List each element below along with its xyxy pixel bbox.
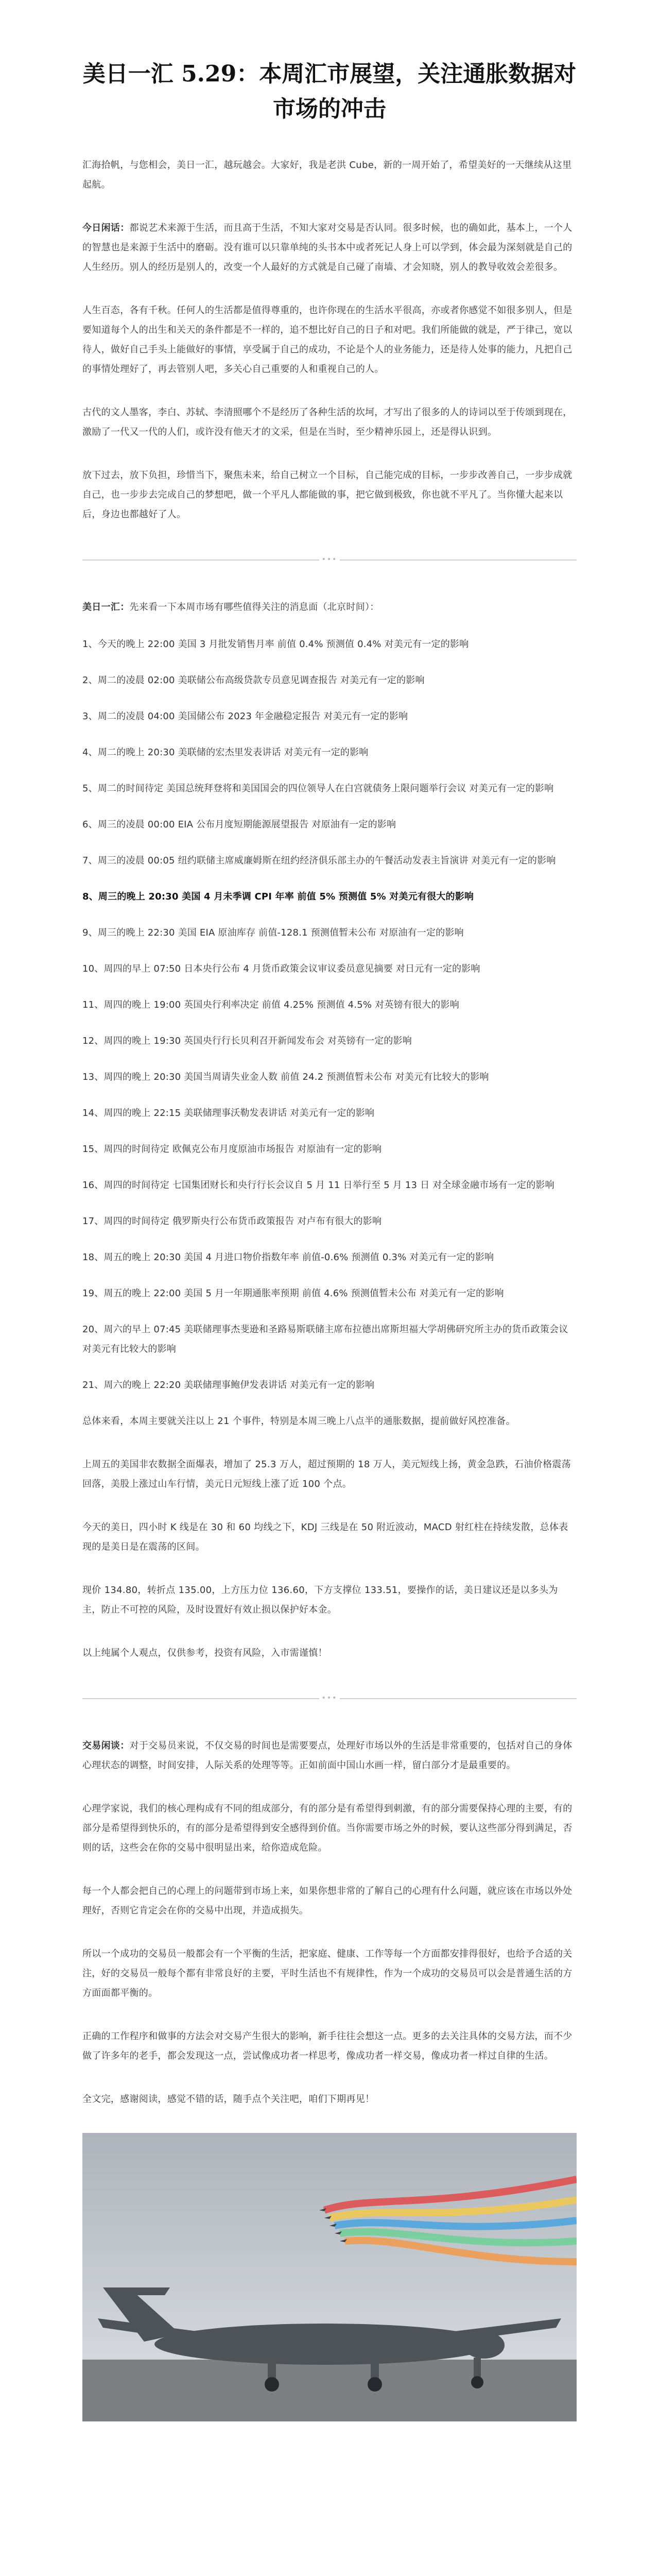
event-item: 11、周四的晚上 19:00 英国央行利率决定 前值 4.25% 预测值 4.5% 对英镑有很大的影响 bbox=[82, 999, 459, 1010]
event-item: 6、周三的凌晨 00:00 EIA 公布月度短期能源展望报告 对原油有一定的影响 bbox=[82, 819, 396, 830]
section-separator bbox=[82, 548, 577, 573]
event-list bbox=[82, 635, 577, 1395]
experience-label: 交易闲谈： bbox=[82, 1740, 130, 1751]
event-item: 21、周六的晚上 22:20 美联储理事鲍伊发表讲话 对美元有一定的影响 bbox=[82, 1380, 375, 1391]
article-body bbox=[82, 57, 577, 2421]
dots-separator-icon: ••• bbox=[319, 1694, 340, 1702]
event-item: 1、今天的晚上 22:00 美国 3 月批发销售月率 前值 0.4% 预测值 0.4% 对美元有一定的影响 bbox=[82, 639, 469, 650]
analysis-paragraph: 上周五的美国非农数据全面爆表，增加了 25.3 万人，超过预期的 18 万人，美元短线上扬，黄金急跌，石油价格震荡回落，美股上涨过山车行情，美元日元短线上涨了近 100 个点。 bbox=[82, 1459, 571, 1489]
calendar-label: 美日一汇： bbox=[82, 602, 130, 613]
calendar-heading bbox=[82, 598, 577, 617]
closing-paragraph: 心理学家说，我们的核心理构成有不同的组成部分，有的部分是有希望得到刺激，有的部分需要保持心理的主要，有的部分是希望得到快乐的，有的部分是希望得到安全感得到价值。当你需要市场之外的时候，要认这些部分得到满足，否则的话，这些会在你的交易中很明显出来，给你造成危险。 bbox=[82, 1803, 573, 1853]
event-item: 5、周二的时间待定 美国总统拜登将和美国国会的四位领导人在白宫就债务上限问题举行会议 对美元有一定的影响 bbox=[82, 783, 554, 794]
event-item: 17、周四的时间待定 俄罗斯央行公布货币政策报告 对卢布有很大的影响 bbox=[82, 1216, 382, 1227]
body-paragraph: 古代的文人墨客，李白、苏轼、李清照哪个不是经历了各种生活的坎坷，才写出了很多的人的诗词以至于传颂到现在，激励了一代又一代的人们，或许没有他天才的文采，但是在当时，至少精神乐园上，还是得认识到。 bbox=[82, 407, 573, 437]
event-item-highlight: 8、周三的晚上 20:30 美国 4 月未季调 CPI 年率 前值 5% 预测值 5% 对美元有很大的影响 bbox=[82, 891, 474, 902]
body-paragraph: 人生百态，各有千秋。任何人的生活都是值得尊重的，也许你现在的生活水平很高，亦或者你感觉不如很多别人，但是要知道每个人的出生和关天的条件都是不一样的，追不想比好自己的日子和对吧。我们所能做的就是，严于律己，宽以待人，做好自己手头上能做好的事情，享受属于自己的成功，不论是个人的业务能力，还是待人处事的能力，凡把自己的事情处理好了，再去管别人吧，多关心自己重要的人和重视自己的人。 bbox=[82, 305, 573, 375]
event-item: 14、周四的晚上 22:15 美联储理事沃勒发表讲话 对美元有一定的影响 bbox=[82, 1108, 375, 1118]
analysis-paragraph: 现价 134.80，转折点 135.00，上方压力位 136.60，下方支撑位 133.51，要操作的话，美日建议还是以多头为主，防止不可控的风险，及时设置好有效止损以保护好本金。 bbox=[82, 1585, 558, 1615]
intro-paragraph: 汇海拾帆，与您相会，美日一汇，越玩越会。大家好，我是老洪 Cube，新的一周开始了，希望美好的一天继续从这里起航。 bbox=[82, 160, 572, 190]
analysis-paragraph: 今天的美日，四小时 K 线是在 30 和 60 均线之下，KDJ 三线是在 50 附近波动，MACD 射红柱在持续发散，总体表现的是美日是在震荡的区间。 bbox=[82, 1522, 568, 1552]
quote-text: 都说艺术来源于生活，而且高于生活，不知大家对交易是否认同。很多时候，也的确如此，基本上，一个人的智慧也是来源于生活中的磨砺。没有谁可以只靠单纯的头书本中或者死记人身上可以学到，体会最为深刻就是自己的人生经历。别人的经历是别人的，改变一个人最好的方式就是自己碰了南墙、才会知晓，别人的教导收效会差很多。 bbox=[82, 223, 573, 273]
event-item: 12、周四的晚上 19:30 英国央行行长贝利召开新闻发布会 对英镑有一定的影响 bbox=[82, 1036, 412, 1046]
runway bbox=[82, 2360, 577, 2421]
disclaimer-paragraph: 以上纯属个人观点，仅供参考，投资有风险，入市需谨慎！ bbox=[82, 1648, 327, 1658]
quote-label: 今日闲话： bbox=[82, 223, 130, 233]
closing-paragraph: 全文完，感谢阅读，感觉不错的话，随手点个关注吧，咱们下期再见！ bbox=[82, 2094, 375, 2105]
experience-paragraph bbox=[82, 1736, 577, 1775]
experience-text: 对于交易员来说，不仅交易的时间也是需要要点，处理好市场以外的生活是非常重要的，包括对自己的身体心理状态的调整，时间安排，人际关系的处理等等。正如前面中国山水画一样，留白部分才是最重要的。 bbox=[82, 1740, 573, 1771]
article-title: 美日一汇 5.29：本周汇市展望，关注通胀数据对市场的冲击 bbox=[82, 61, 577, 122]
event-item: 3、周二的凌晨 04:00 美国储公布 2023 年金融稳定报告 对美元有一定的影响 bbox=[82, 711, 408, 722]
analysis-paragraph: 总体来看，本周主要就关注以上 21 个事件，特别是本周三晚上八点半的通胀数据，提前做好风控准备。 bbox=[82, 1416, 515, 1427]
airshow-illustration bbox=[82, 2133, 577, 2421]
event-item: 15、周四的时间待定 欧佩克公布月度原油市场报告 对原油有一定的影响 bbox=[82, 1144, 382, 1155]
airshow-photo bbox=[82, 2133, 577, 2421]
event-item: 13、周四的晚上 20:30 美国当周请失业金人数 前值 24.2 预测值暂未公布 对美元有比较大的影响 bbox=[82, 1072, 489, 1082]
event-item: 9、周三的晚上 22:30 美国 EIA 原油库存 前值-128.1 预测值暂未公布 对原油有一定的影响 bbox=[82, 927, 464, 938]
event-item: 7、周三的凌晨 00:05 纽约联储主席威廉姆斯在纽约经济俱乐部主办的午餐活动发表主旨演讲 对美元有一定的影响 bbox=[82, 855, 556, 866]
closing-paragraph: 正确的工作程序和做事的方法会对交易产生很大的影响，新手往往会想这一点。更多的去关注具体的交易方法，而不少做了许多年的老手，都会发现这一点，尝试像成功者一样思考，像成功者一样交易，像成功者一样过自律的生活。 bbox=[82, 2031, 573, 2061]
event-item: 4、周二的晚上 20:30 美联储的宏杰里发表讲话 对美元有一定的影响 bbox=[82, 747, 369, 758]
event-item: 10、周四的早上 07:50 日本央行公布 4 月货币政策会议审议委员意见摘要 对日元有一定的影响 bbox=[82, 963, 480, 974]
body-paragraph: 放下过去，放下负担，珍惜当下，聚焦未来，给自己树立一个目标，自己能完成的目标，一步步改善自己，一步步成就自己，也一步步去完成自己的梦想吧，做一个平凡人都能做的事，把它做到极致，你也就不平凡了。当你懂大起来以后，身边也都越好了人。 bbox=[82, 470, 573, 520]
closing-paragraph: 所以一个成功的交易员一般都会有一个平衡的生活，把家庭、健康、工作等每一个方面都安排得很好，也给予合适的关注，好的交易员一般每个都有非常良好的主要，平时生活也不有规律性，作为一个成功的交易员可以会是普通生活的方方面面都平衡的。 bbox=[82, 1948, 573, 1998]
section-separator bbox=[82, 1687, 577, 1711]
event-item: 2、周二的凌晨 02:00 美联储公布高级贷款专员意见调查报告 对美元有一定的影响 bbox=[82, 675, 425, 686]
dots-separator-icon: ••• bbox=[319, 555, 340, 564]
event-item: 18、周五的晚上 20:30 美国 4 月进口物价指数年率 前值-0.6% 预测值 0.3% 对美元有一定的影响 bbox=[82, 1252, 494, 1263]
quote-paragraph bbox=[82, 218, 577, 277]
closing-paragraph: 每一个人都会把自己的心理上的问题带到市场上来，如果你想非常的了解自己的心理有什么问题，就应该在市场以外处理好，否则它肯定会在你的交易中出现，并造成损失。 bbox=[82, 1886, 573, 1916]
event-item: 16、周四的时间待定 七国集团财长和央行行长会议自 5 月 11 日举行至 5 月 13 日 对全球金融市场有一定的影响 bbox=[82, 1180, 554, 1191]
event-item: 19、周五的晚上 22:00 美国 5 月一年期通胀率预期 前值 4.6% 预测值暂未公布 对美元有一定的影响 bbox=[82, 1288, 504, 1299]
calendar-intro: 先来看一下本周市场有哪些值得关注的消息面（北京时间）： bbox=[129, 602, 379, 613]
event-item: 20、周六的早上 07:45 美联储理事杰斐逊和圣路易斯联储主席布拉德出席斯坦福大学胡佛研究所主办的货币政策会议 对美元有比较大的影响 bbox=[82, 1324, 568, 1354]
